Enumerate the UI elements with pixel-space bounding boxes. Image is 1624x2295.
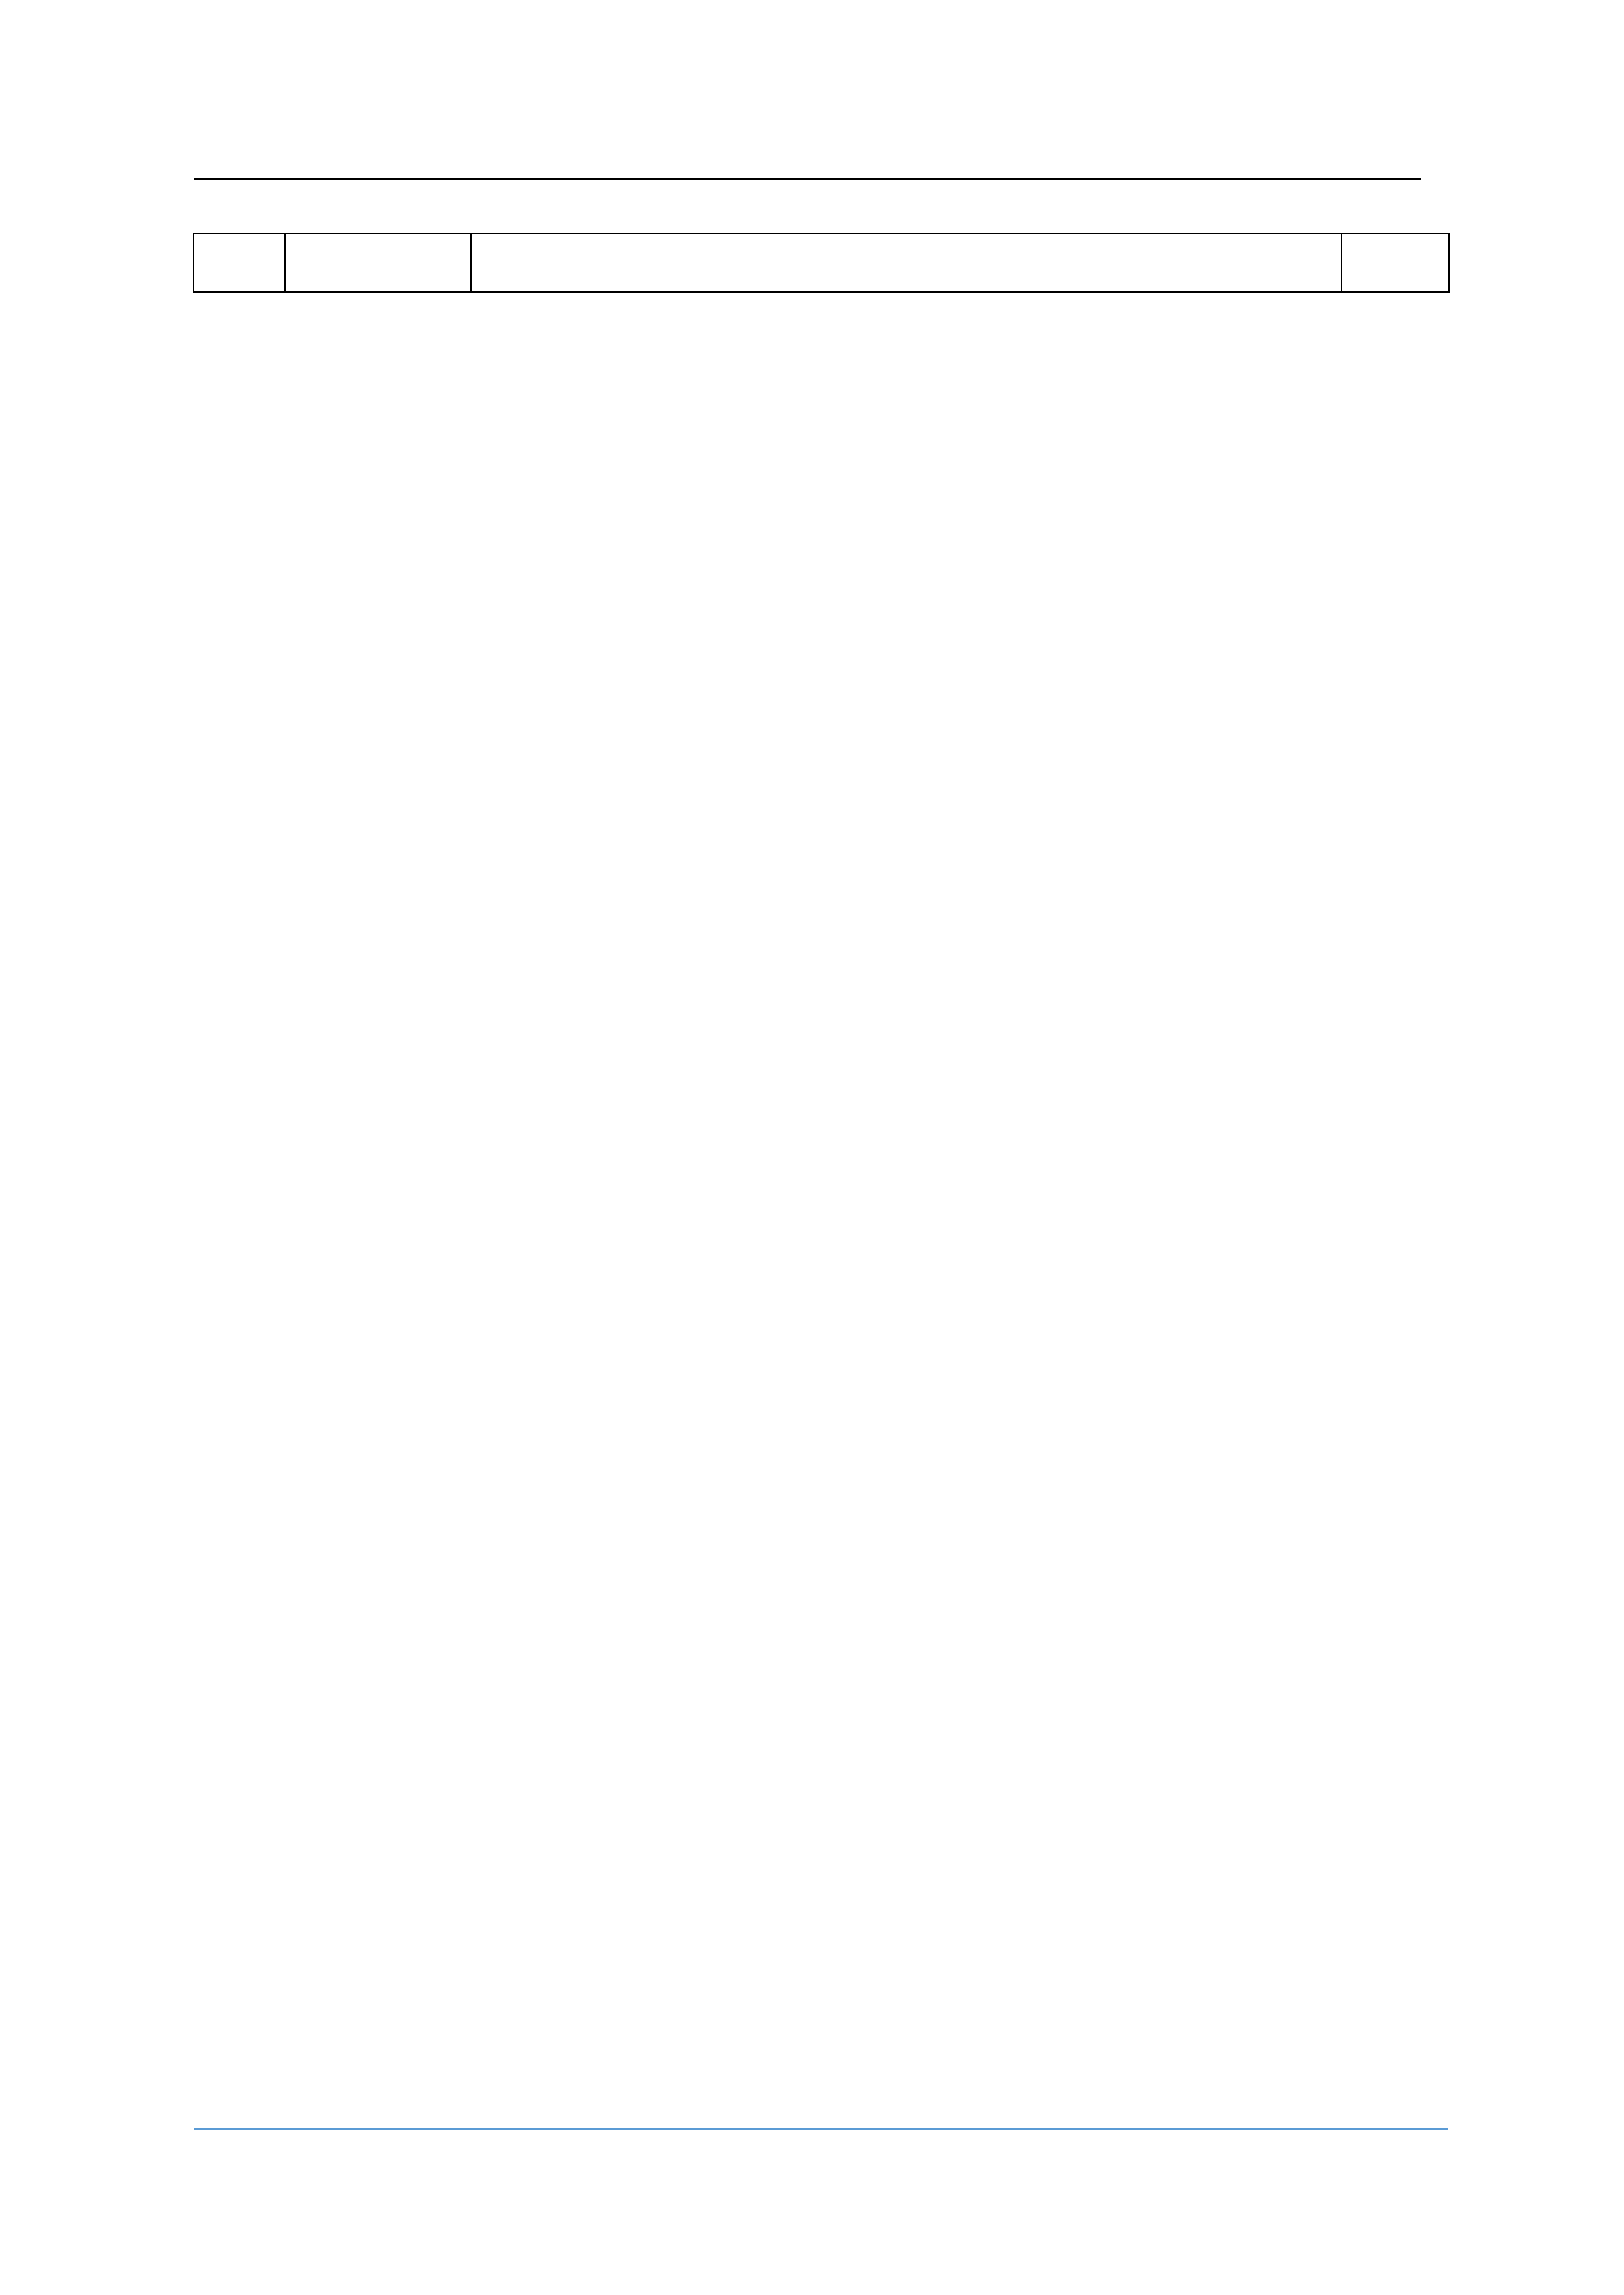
header-cell-index xyxy=(193,233,285,292)
header-cell-qty xyxy=(1342,233,1449,292)
header-cell-device xyxy=(285,233,471,292)
header-cell-spec xyxy=(471,233,1342,292)
table-header-row xyxy=(193,233,1449,292)
footer-rule xyxy=(194,2128,1448,2130)
hardware-table xyxy=(193,233,1450,293)
table-caption xyxy=(194,194,1448,231)
header-rule xyxy=(194,178,1421,180)
